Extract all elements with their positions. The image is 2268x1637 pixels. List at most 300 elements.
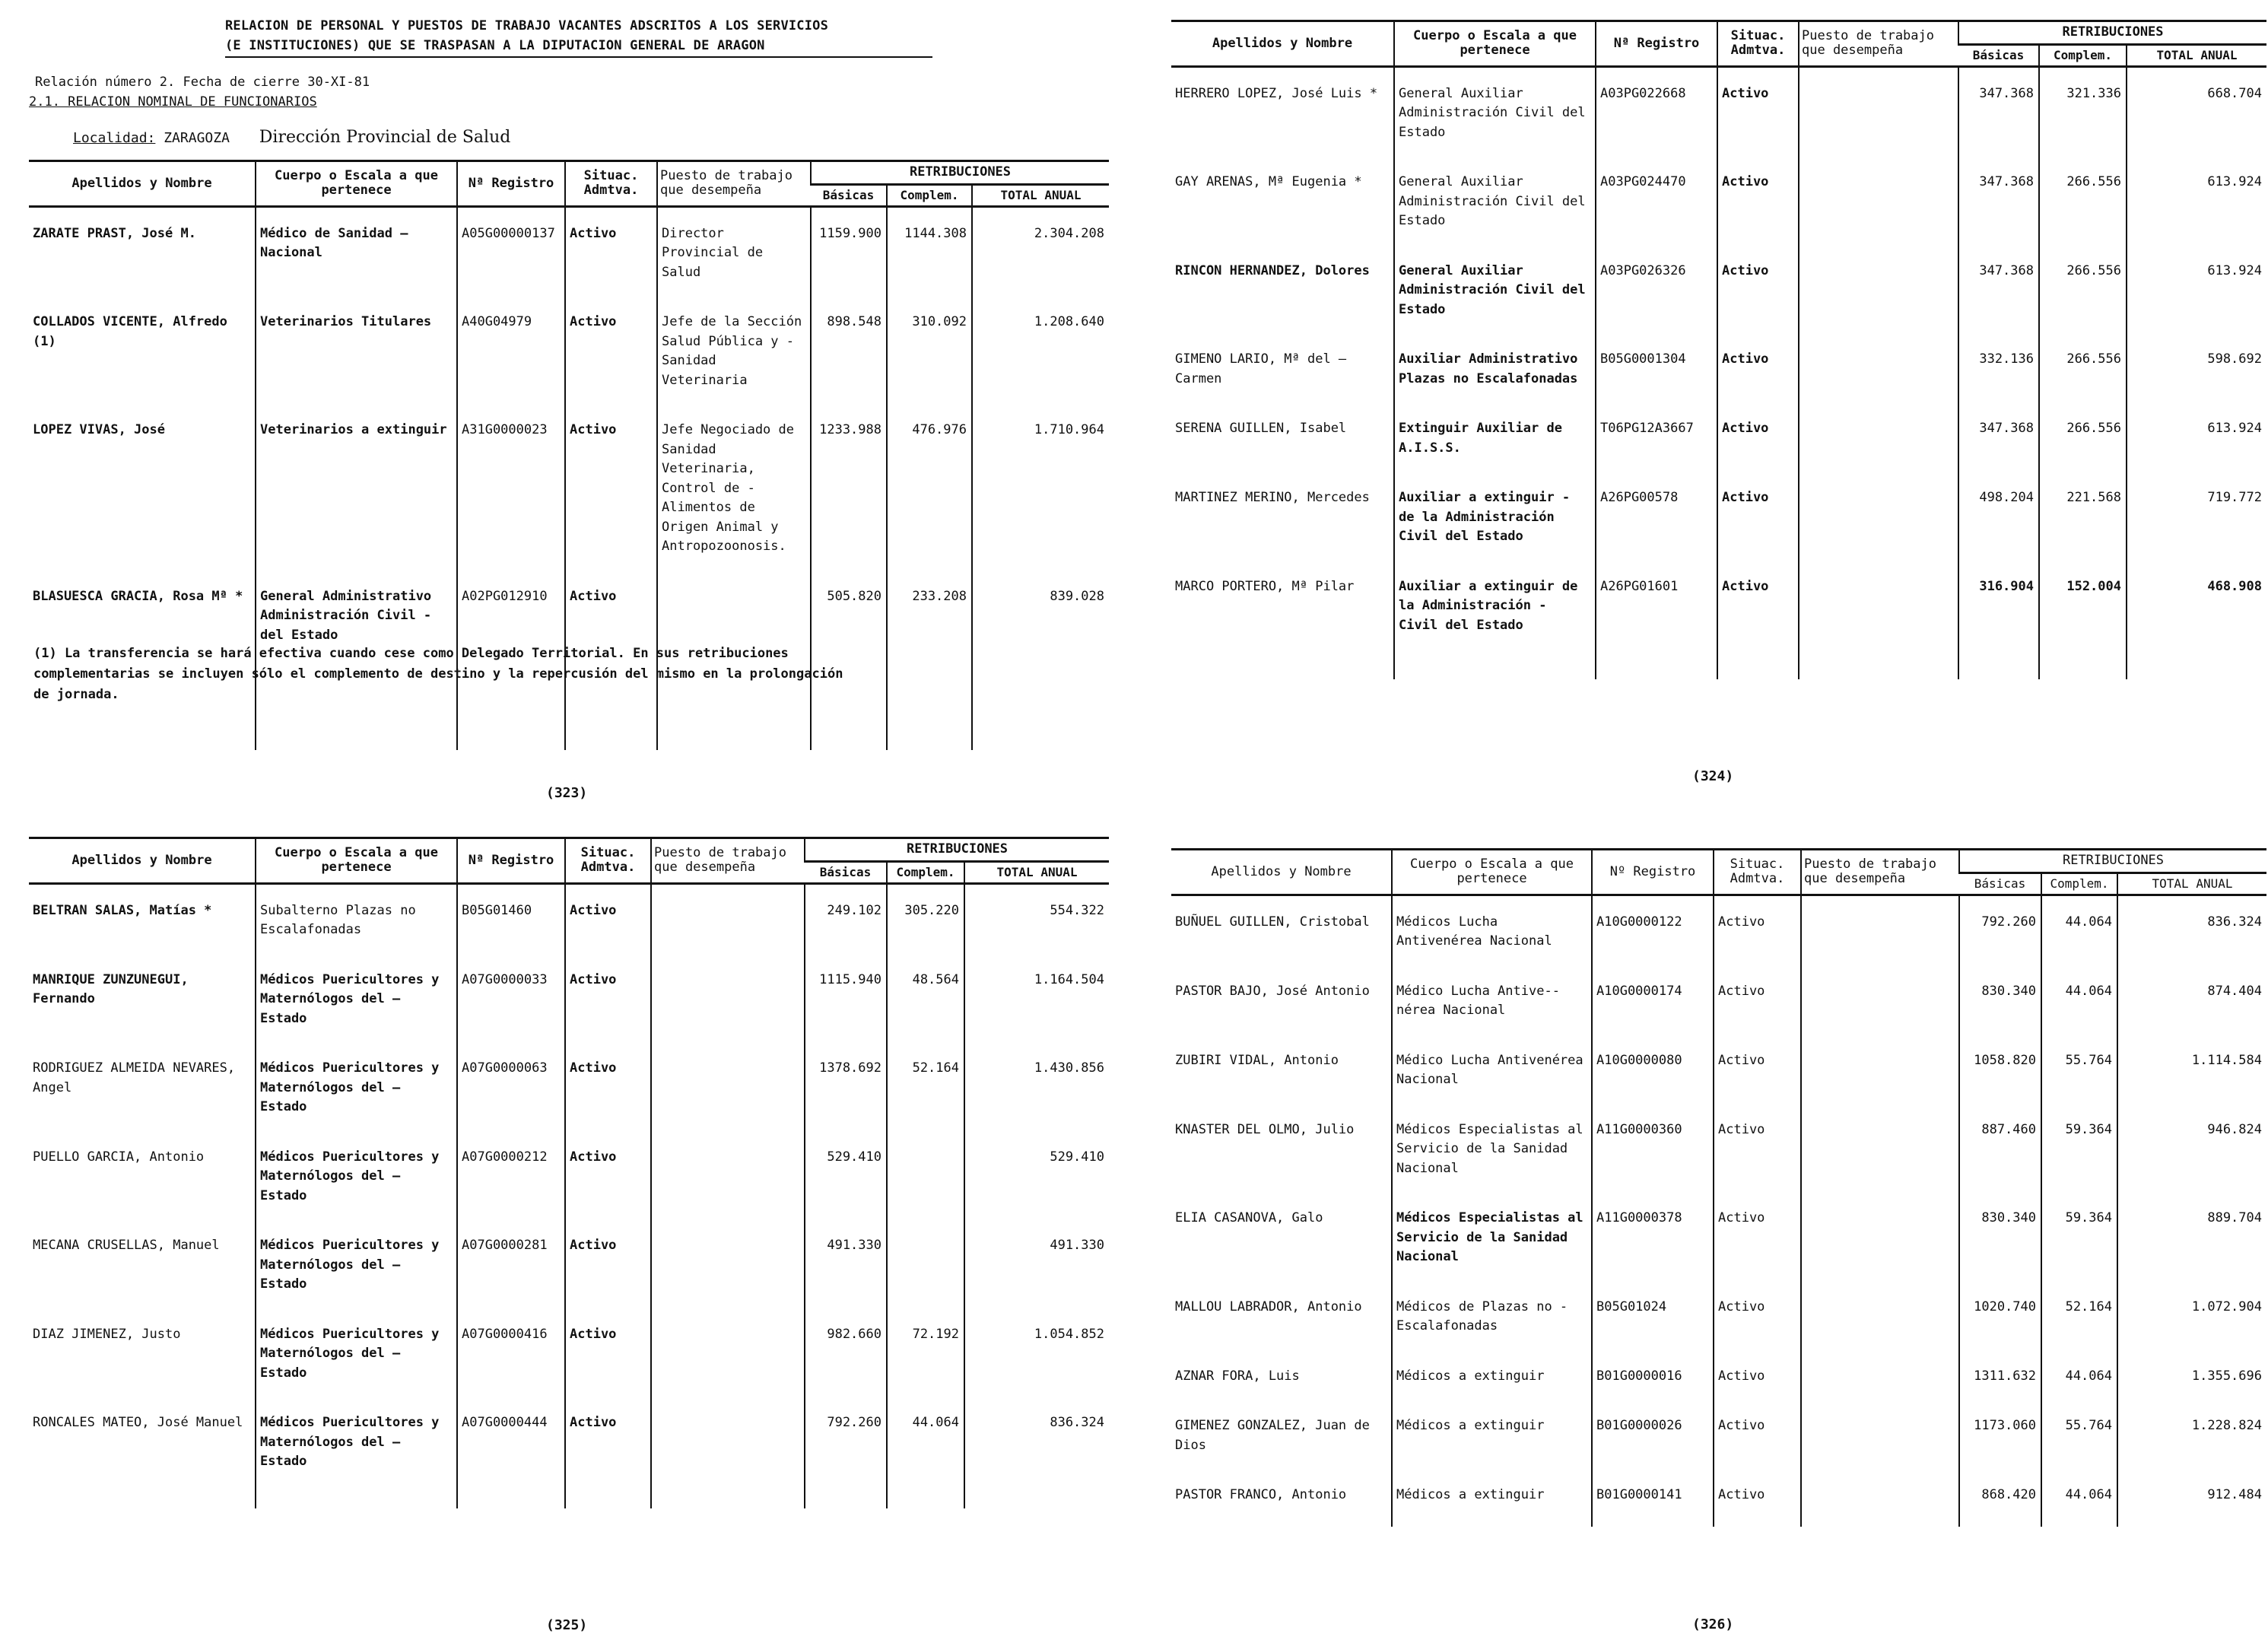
table-row [29,883,1109,954]
cell-total: 1.710.964 [972,404,1109,571]
relacion-number: Relación número 2. Fecha de cierre 30-XI-81 [35,75,370,90]
cell-cuerpo: Médicos Especialistas al Servicio de la Sanidad Nacional [1392,1104,1592,1193]
cell-puesto [1801,1104,1959,1193]
cell-total: 1.054.852 [964,1308,1109,1397]
cell-situac: Activo [1717,66,1799,156]
cell-puesto: Jefe de la Sección Salud Pública y - Sanidad Veterinaria [657,296,811,404]
cell-nombre: SERENA GUILLEN, Isabel [1175,421,1347,437]
cell-registro: A03PG024470 [1596,156,1717,245]
table-filler [29,1486,1109,1508]
cell-registro: A07G0000212 [457,1131,565,1220]
cell-cuerpo: Médicos a extinguir [1392,1469,1592,1519]
col-puesto: Puesto de trabajo que desempeña [657,161,811,207]
col-registro: Nª Registro [457,838,565,884]
cell-puesto [1799,66,1958,156]
table-row [1171,245,2266,334]
cell-total: 1.208.640 [972,296,1109,404]
cell-complem: 152.004 [2039,561,2127,650]
cell-basicas: 898.548 [811,296,887,404]
table-row [1171,156,2266,245]
cell-nombre: HERRERO LOPEZ, José Luis * [1175,85,1378,101]
cell-total: 1.430.856 [964,1042,1109,1131]
cell-complem: 44.064 [2041,1350,2117,1400]
cell-cuerpo: Médicos de Plazas no - Escalafonadas [1392,1281,1592,1350]
cell-basicas: 830.340 [1959,965,2041,1035]
cell-situac: Activo [1717,156,1799,245]
cell-complem: 59.364 [2041,1192,2117,1281]
table-row [1171,1400,2266,1469]
cell-registro: A07G0000063 [457,1042,565,1131]
cell-registro: B01G0000026 [1592,1400,1714,1469]
cell-basicas: 1159.900 [811,206,887,296]
cell-cuerpo: Médicos Especialistas al Servicio de la Sanidad Nacional [1392,1192,1592,1281]
cell-basicas: 347.368 [1958,156,2039,245]
col-complem: Complem. [887,861,964,883]
cell-complem: 72.192 [887,1308,964,1397]
col-cuerpo: Cuerpo o Escala a que pertenece [1392,850,1592,895]
cell-cuerpo: Subalterno Plazas no Escalafonadas [256,883,457,954]
col-cuerpo: Cuerpo o Escala a que pertenece [256,161,457,207]
cell-complem: 266.556 [2039,156,2127,245]
cell-total: 613.924 [2127,156,2266,245]
table-row [1171,1281,2266,1350]
col-complem: Complem. [887,184,972,206]
cell-cuerpo: Médicos a extinguir [1392,1400,1592,1469]
cell-registro: B05G01460 [457,883,565,954]
cell-basicas: 249.102 [805,883,887,954]
col-registro: Nª Registro [1596,21,1717,67]
cell-registro: A07G0000444 [457,1397,565,1486]
cell-basicas: 887.460 [1959,1104,2041,1193]
cell-cuerpo: Veterinarios a extinguir [256,404,457,571]
cell-registro: A07G0000416 [457,1308,565,1397]
cell-registro: A10G0000122 [1592,895,1714,965]
cell-nombre: MARTINEZ MERINO, Mercedes [1175,490,1370,506]
table-row [1171,402,2266,472]
cell-registro: A26PG00578 [1596,472,1717,561]
cell-total: 836.324 [964,1397,1109,1486]
cell-basicas: 792.260 [805,1397,887,1486]
cell-situac: Activo [1714,965,1801,1035]
col-basicas: Básicas [1959,873,2041,895]
col-complem: Complem. [2039,44,2127,66]
cell-complem: 52.164 [887,1042,964,1131]
cell-puesto [1801,1469,1959,1519]
cell-puesto [1799,245,1958,334]
cell-basicas: 982.660 [805,1308,887,1397]
cell-cuerpo: Médicos Puericultores y Maternólogos del — Estado [256,1131,457,1220]
document-title-line2: (E INSTITUCIONES) QUE SE TRASPASAN A LA DIPUTACION GENERAL DE ARAGON [225,38,765,53]
page-number: (323) [546,785,588,801]
cell-situac: Activo [565,404,657,571]
cell-situac: Activo [565,883,651,954]
cell-complem [887,1219,964,1308]
cell-nombre: COLLADOS VICENTE, Alfredo (1) [33,314,227,349]
col-situac: Situac. Admtva. [565,161,657,207]
cell-situac: Activo [1714,1350,1801,1400]
localidad-line [73,128,510,147]
cell-total: 1.072.904 [2117,1281,2266,1350]
cell-cuerpo: Médico de Sanidad — Nacional [256,206,457,296]
table-row [1171,561,2266,650]
cell-total: 836.324 [2117,895,2266,965]
cell-registro: A40G04979 [457,296,565,404]
table-row [29,1042,1109,1131]
cell-nombre: ZARATE PRAST, José M. [33,225,196,241]
table-filler [1171,1519,2266,1527]
cell-puesto [651,954,805,1043]
cell-registro: A03PG022668 [1596,66,1717,156]
cell-registro: A31G0000023 [457,404,565,571]
cell-complem: 55.764 [2041,1400,2117,1469]
cell-complem: 233.208 [887,571,972,660]
personnel-table-324 [1171,20,2266,679]
table-filler [1171,649,2266,679]
cell-situac: Activo [565,1042,651,1131]
cell-complem: 44.064 [2041,1469,2117,1519]
cell-total: 613.924 [2127,402,2266,472]
col-basicas: Básicas [805,861,887,883]
cell-nombre: RONCALES MATEO, José Manuel [33,1415,243,1431]
cell-registro: A10G0000080 [1592,1035,1714,1104]
page-number: (326) [1692,1616,1734,1632]
cell-nombre: PASTOR BAJO, José Antonio [1175,983,1370,999]
col-apellidos: Apellidos y Nombre [29,838,256,884]
cell-total: 912.484 [2117,1469,2266,1519]
cell-puesto [1801,1400,1959,1469]
col-puesto: Puesto de trabajo que desempeña [1801,850,1959,895]
page-326 [1171,848,2266,1635]
cell-cuerpo: General Auxiliar Administración Civil del Estado [1394,156,1596,245]
cell-situac: Activo [1714,1281,1801,1350]
cell-puesto [1801,1350,1959,1400]
cell-puesto [1799,156,1958,245]
col-retribuciones: RETRIBUCIONES [805,838,1109,862]
table-row [29,954,1109,1043]
col-cuerpo: Cuerpo o Escala a que pertenece [1394,21,1596,67]
col-retribuciones: RETRIBUCIONES [811,161,1109,185]
cell-registro: B05G01024 [1592,1281,1714,1350]
cell-basicas: 1020.740 [1959,1281,2041,1350]
cell-total: 889.704 [2117,1192,2266,1281]
cell-situac: Activo [1714,1104,1801,1193]
table-row [1171,333,2266,402]
localidad-label: Localidad: [73,130,156,146]
cell-total: 719.772 [2127,472,2266,561]
cell-situac: Activo [565,1219,651,1308]
table-row [1171,1469,2266,1519]
cell-situac: Activo [1717,333,1799,402]
col-situac: Situac. Admtva. [1714,850,1801,895]
col-complem: Complem. [2041,873,2117,895]
cell-complem: 266.556 [2039,402,2127,472]
col-retribuciones: RETRIBUCIONES [1958,21,2266,45]
cell-complem: 221.568 [2039,472,2127,561]
cell-registro: B01G0000141 [1592,1469,1714,1519]
table-row [29,1308,1109,1397]
cell-total: 874.404 [2117,965,2266,1035]
cell-cuerpo: Médicos Puericultores y Maternólogos del — Estado [256,1397,457,1486]
section-title: 2.1. RELACION NOMINAL DE FUNCIONARIOS [29,94,317,110]
table-row [29,206,1109,296]
cell-total: 839.028 [972,571,1109,660]
footnote: (1) La transferencia se hará efectiva cuando cese como Delegado Territorial. En sus retribuciones complementarias se incluyen sólo el complemento de destino y la repercusión del mismo en la prolongación de jornada. [33,646,843,703]
col-apellidos: Apellidos y Nombre [1171,21,1394,67]
cell-situac: Activo [565,296,657,404]
cell-situac: Activo [1714,895,1801,965]
cell-situac: Activo [565,1131,651,1220]
cell-puesto [651,1131,805,1220]
direccion-provincial: Dirección Provincial de Salud [259,128,511,147]
cell-situac: Activo [565,206,657,296]
cell-puesto [1799,333,1958,402]
cell-situac: Activo [565,954,651,1043]
cell-basicas: 1058.820 [1959,1035,2041,1104]
col-puesto: Puesto de trabajo que desempeña [651,838,805,884]
cell-total: 946.824 [2117,1104,2266,1193]
cell-cuerpo: Auxiliar a extinguir de la Administración - Civil del Estado [1394,561,1596,650]
cell-cuerpo: General Administrativo Administración Civil - del Estado [256,571,457,660]
table-row [1171,1350,2266,1400]
cell-registro: A07G0000281 [457,1219,565,1308]
cell-nombre: LOPEZ VIVAS, José [33,422,165,438]
cell-total: 1.355.696 [2117,1350,2266,1400]
table-row [29,1219,1109,1308]
cell-total: 1.164.504 [964,954,1109,1043]
document-title-line1: RELACION DE PERSONAL Y PUESTOS DE TRABAJO VACANTES ADSCRITOS A LOS SERVICIOS [225,18,829,33]
col-registro: Nº Registro [1592,850,1714,895]
cell-situac: Activo [1717,402,1799,472]
cell-total: 613.924 [2127,245,2266,334]
page-number: (324) [1692,768,1734,784]
cell-puesto [1801,1281,1959,1350]
cell-nombre: MALLOU LABRADOR, Antonio [1175,1298,1362,1314]
cell-complem: 1144.308 [887,206,972,296]
localidad-value: ZARAGOZA [164,130,230,146]
cell-situac: Activo [565,571,657,660]
cell-registro: B05G0001304 [1596,333,1717,402]
col-cuerpo: Cuerpo o Escala a que pertenece [256,838,457,884]
cell-cuerpo: Extinguir Auxiliar de A.I.S.S. [1394,402,1596,472]
table-row [1171,895,2266,965]
cell-complem: 48.564 [887,954,964,1043]
table-row [1171,66,2266,156]
table-row [29,1131,1109,1220]
table-row [1171,965,2266,1035]
cell-cuerpo: Médico Lucha Antive-- nérea Nacional [1392,965,1592,1035]
col-total: TOTAL ANUAL [2127,44,2266,66]
cell-total: 491.330 [964,1219,1109,1308]
cell-total: 554.322 [964,883,1109,954]
col-total: TOTAL ANUAL [972,184,1109,206]
col-puesto: Puesto de trabajo que desempeña [1799,21,1958,67]
title-underline [225,56,932,58]
cell-puesto [651,1308,805,1397]
table-row [29,404,1109,571]
cell-cuerpo: Médicos Lucha Antivenérea Nacional [1392,895,1592,965]
table-row [29,296,1109,404]
cell-puesto [1801,965,1959,1035]
cell-complem: 44.064 [2041,895,2117,965]
cell-total: 1.228.824 [2117,1400,2266,1469]
cell-cuerpo: Médicos Puericultores y Maternólogos del — Estado [256,1042,457,1131]
cell-basicas: 491.330 [805,1219,887,1308]
col-basicas: Básicas [811,184,887,206]
cell-situac: Activo [1717,472,1799,561]
cell-basicas: 1115.940 [805,954,887,1043]
table-row [1171,1104,2266,1193]
cell-registro: A07G0000033 [457,954,565,1043]
cell-registro: T06PG12A3667 [1596,402,1717,472]
cell-nombre: PUELLO GARCIA, Antonio [33,1149,205,1165]
cell-basicas: 316.904 [1958,561,2039,650]
cell-registro: A05G00000137 [457,206,565,296]
page-323 [23,15,1118,801]
cell-nombre: GIMENO LARIO, Mª del — Carmen [1175,351,1347,386]
cell-nombre: BLASUESCA GRACIA, Rosa Mª * [33,588,243,604]
cell-nombre: GIMENEZ GONZALEZ, Juan de Dios [1175,1418,1370,1453]
cell-basicas: 1311.632 [1959,1350,2041,1400]
cell-puesto [651,883,805,954]
cell-total: 598.692 [2127,333,2266,402]
cell-situac: Activo [1714,1400,1801,1469]
cell-puesto [1799,402,1958,472]
cell-complem: 55.764 [2041,1035,2117,1104]
cell-complem [887,1131,964,1220]
cell-complem: 44.064 [2041,965,2117,1035]
cell-registro: A11G0000360 [1592,1104,1714,1193]
cell-situac: Activo [1714,1469,1801,1519]
cell-complem: 321.336 [2039,66,2127,156]
cell-puesto [1799,561,1958,650]
cell-basicas: 347.368 [1958,402,2039,472]
cell-cuerpo: General Auxiliar Administración Civil del Estado [1394,245,1596,334]
col-apellidos: Apellidos y Nombre [29,161,256,207]
cell-puesto [1801,1035,1959,1104]
cell-nombre: ELIA CASANOVA, Galo [1175,1210,1323,1226]
cell-nombre: DIAZ JIMENEZ, Justo [33,1326,181,1342]
col-total: TOTAL ANUAL [964,861,1109,883]
cell-situac: Activo [1714,1035,1801,1104]
cell-cuerpo: Veterinarios Titulares [256,296,457,404]
cell-nombre: RINCON HERNANDEZ, Dolores [1175,262,1370,278]
cell-basicas: 1233.988 [811,404,887,571]
cell-puesto [651,1042,805,1131]
cell-puesto [1801,1192,1959,1281]
col-retribuciones: RETRIBUCIONES [1959,850,2266,873]
page-number: (325) [546,1617,588,1633]
cell-basicas: 498.204 [1958,472,2039,561]
cell-basicas: 529.410 [805,1131,887,1220]
personnel-table-326 [1171,848,2266,1527]
cell-puesto: Jefe Negociado de Sanidad Veterinaria, Control de - Alimentos de Origen Animal y Antropozoonosis. [657,404,811,571]
page-324 [1171,15,2266,791]
cell-nombre: BELTRAN SALAS, Matías * [33,902,212,918]
cell-cuerpo: Médico Lucha Antivenérea Nacional [1392,1035,1592,1104]
cell-cuerpo: General Auxiliar Administración Civil del Estado [1394,66,1596,156]
cell-registro: A26PG01601 [1596,561,1717,650]
cell-basicas: 792.260 [1959,895,2041,965]
cell-situac: Activo [1717,245,1799,334]
cell-cuerpo: Médicos Puericultores y Maternólogos del — Estado [256,954,457,1043]
cell-cuerpo: Médicos Puericultores y Maternólogos del — Estado [256,1219,457,1308]
cell-complem: 266.556 [2039,333,2127,402]
cell-nombre: GAY ARENAS, Mª Eugenia * [1175,174,1362,190]
cell-puesto [651,1397,805,1486]
cell-registro: B01G0000016 [1592,1350,1714,1400]
cell-situac: Activo [1717,561,1799,650]
cell-total: 529.410 [964,1131,1109,1220]
cell-basicas: 868.420 [1959,1469,2041,1519]
col-total: TOTAL ANUAL [2117,873,2266,895]
cell-cuerpo: Médicos a extinguir [1392,1350,1592,1400]
cell-nombre: KNASTER DEL OLMO, Julio [1175,1121,1355,1137]
cell-situac: Activo [565,1397,651,1486]
cell-situac: Activo [565,1308,651,1397]
cell-registro: A02PG012910 [457,571,565,660]
cell-basicas: 505.820 [811,571,887,660]
cell-situac: Activo [1714,1192,1801,1281]
cell-basicas: 1378.692 [805,1042,887,1131]
cell-nombre: MANRIQUE ZUNZUNEGUI, Fernando [33,971,189,1007]
cell-basicas: 332.136 [1958,333,2039,402]
cell-registro: A03PG026326 [1596,245,1717,334]
cell-registro: A10G0000174 [1592,965,1714,1035]
col-apellidos: Apellidos y Nombre [1171,850,1392,895]
cell-cuerpo: Auxiliar a extinguir - de la Administración Civil del Estado [1394,472,1596,561]
cell-puesto [1801,895,1959,965]
cell-total: 2.304.208 [972,206,1109,296]
cell-nombre: ZUBIRI VIDAL, Antonio [1175,1052,1339,1068]
cell-nombre: RODRIGUEZ ALMEIDA NEVARES, Angel [33,1060,236,1095]
cell-cuerpo: Auxiliar Administrativo Plazas no Escalafonadas [1394,333,1596,402]
col-registro: Nª Registro [457,161,565,207]
cell-total: 468.908 [2127,561,2266,650]
cell-total: 668.704 [2127,66,2266,156]
personnel-table-325 [29,837,1109,1508]
cell-basicas: 830.340 [1959,1192,2041,1281]
cell-basicas: 347.368 [1958,245,2039,334]
cell-complem: 52.164 [2041,1281,2117,1350]
cell-nombre: MARCO PORTERO, Mª Pilar [1175,578,1355,594]
cell-complem: 44.064 [887,1397,964,1486]
cell-total: 1.114.584 [2117,1035,2266,1104]
cell-puesto [651,1219,805,1308]
col-basicas: Básicas [1958,44,2039,66]
col-situac: Situac. Admtva. [565,838,651,884]
cell-puesto: Director Provincial de Salud [657,206,811,296]
cell-complem: 476.976 [887,404,972,571]
table-row [1171,472,2266,561]
cell-nombre: AZNAR FORA, Luis [1175,1368,1300,1384]
cell-nombre: MECANA CRUSELLAS, Manuel [33,1238,220,1254]
cell-puesto [1799,472,1958,561]
table-row [1171,1035,2266,1104]
cell-basicas: 1173.060 [1959,1400,2041,1469]
cell-complem: 305.220 [887,883,964,954]
cell-complem: 59.364 [2041,1104,2117,1193]
cell-nombre: PASTOR FRANCO, Antonio [1175,1487,1347,1503]
col-situac: Situac. Admtva. [1717,21,1799,67]
cell-complem: 266.556 [2039,245,2127,334]
cell-basicas: 347.368 [1958,66,2039,156]
page-325 [23,837,1118,1635]
cell-cuerpo: Médicos Puericultores y Maternólogos del — Estado [256,1308,457,1397]
table-row [1171,1192,2266,1281]
table-row [29,1397,1109,1486]
cell-nombre: BUÑUEL GUILLEN, Cristobal [1175,914,1370,930]
cell-registro: A11G0000378 [1592,1192,1714,1281]
